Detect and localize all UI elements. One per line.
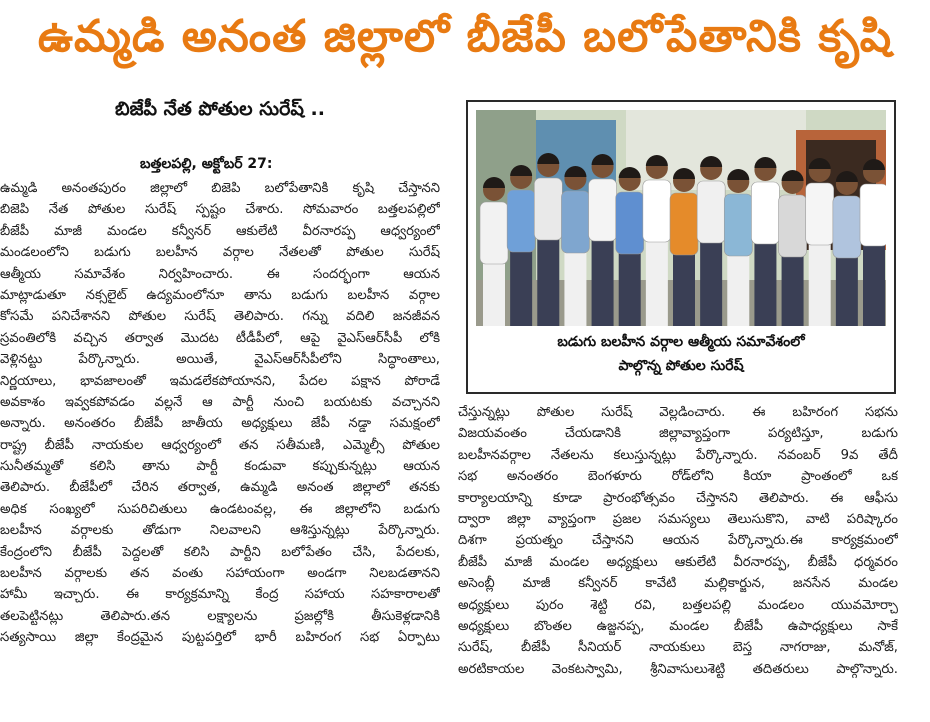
body-line: అధిక సంఖ్యలో సుపరిచితులు ఉండటంవల్ల, ఈ జిల్లాలోని బడుగు: [0, 501, 440, 517]
body-line: ఉమ్మడి అనంతపురం జిల్లాలో బిజెపి బలోపేతానికి కృషి చేస్తానని: [0, 181, 440, 196]
body-line: అన్నారు. అనంతరం బీజేపీ జాతీయ అధ్యక్షులు జేపీ నడ్డా సమక్షంలో: [0, 416, 440, 432]
body-line: సభ అనంతరం బెంగళూరు రోడ్‌లోని కియా ప్రాంతంలో ఒక: [458, 469, 898, 485]
article-left-column: [0, 178, 440, 718]
body-line: మండలంలోని బడుగు బలహీన వర్గాల నేతలతో పోతుల సురేష్: [0, 245, 440, 261]
headline: ఉమ్మడి అనంత జిల్లాలో బీజేపీ బలోపేతానికి కృషి: [37, 11, 893, 62]
body-line: సురేష్, బీజేపీ సీనియర్ నాయకులు బెస్త నాగరాజు, మనోజ్,: [458, 640, 898, 656]
caption-line: పాల్గొన్న పోతుల సురేష్: [618, 358, 744, 374]
body-line: బీజేపీ మాజీ మండల అధ్యక్షులు ఆకులేటి వీరనారప్ప, బీజేపీ ధర్మవరం: [458, 554, 898, 570]
body-line: రాష్ట్ర బీజేపీ నాయకుల ఆధ్వర్యంలో తన సతీమణి, ఎమ్మెల్సీ పోతుల: [0, 437, 440, 453]
body-line: దిశగా ప్రయత్నం చేస్తానని ఆయన పేర్కొన్నారు.ఈ కార్యక్రమంలో: [458, 533, 898, 549]
body-line: బిజెపి నేత పోతుల సురేష్ స్పష్టం చేశారు. సోమవారం బత్తలపల్లిలో: [0, 202, 440, 218]
subheadline: బిజేపీ నేత పోతుల సురేష్ ..: [115, 98, 325, 120]
photo-frame: [466, 100, 896, 394]
person-figure: [697, 156, 725, 326]
body-line: మాట్లాడుతూ నక్సలైట్ ఉద్యమంలోనూ తాను బడుగు బలహీన వర్గాల: [0, 287, 440, 303]
body-line: హామీ ఇచ్చారు. ఈ కార్యక్రమాన్ని కేంద్ర సహాయ సహకారాలతో: [0, 587, 440, 603]
group-photo-illustration: [476, 110, 886, 326]
body-line: అవకాశం ఇవ్వకపోవడం వల్లనే ఆ పార్టీ నుంచి బయటకు వచ్చానని: [0, 394, 440, 410]
body-line: బలహీన వర్గాలకు తోడుగా నిలవాలని ఆశిస్తున్నట్లు పేర్కొన్నారు.: [0, 523, 440, 539]
body-line: వెళ్లినట్టు పేర్కొన్నారు. అయితే, వైఎస్ఆర్‌సీపీలోని సిద్ధాంతాలు,: [0, 352, 440, 368]
dateline: బత్తలపల్లి, అక్టోబర్ 27:: [140, 156, 273, 172]
body-line: కోసమే పనిచేశానని పోతుల సురేష్ తెలిపారు. గన్ను వదిలి జనజీవన: [0, 309, 440, 325]
body-line: తలపెట్టినట్లు తెలిపారు.తన లక్ష్యాలను ప్రజల్లోకి తీసుకెళ్లడానికి: [0, 608, 440, 624]
body-line: అసెంబ్లీ మాజీ కన్వీనర్ కావేటి మల్లికార్జున, జనసేన మండల: [458, 576, 898, 592]
person-figure: [806, 158, 834, 326]
body-line: సునీతమ్మతో కలిసి తాను పార్టీ కండువా కప్పుకున్నట్లు ఆయన: [0, 459, 440, 475]
body-line: అధ్యక్షులు పురం శెట్టి రవి, బత్తలపల్లి మండలం యువమోర్చా: [458, 597, 898, 613]
body-line: సత్యసాయి జిల్లా కేంద్రమైన పుట్టపర్తిలో భారీ బహిరంగ సభ ఏర్పాటు: [0, 630, 440, 646]
caption-line: బడుగు బలహీన వర్గాల ఆత్మీయ సమావేశంలో: [557, 334, 805, 350]
body-line: కార్యాలయాన్ని కూడా ప్రారంభోత్సవం చేస్తానని తెలిపారు. ఈ ఆఫీసు: [458, 490, 898, 506]
body-line: చేస్తున్నట్లు పోతుల సురేష్ వెల్లడించారు. ఈ బహిరంగ సభను: [458, 405, 898, 420]
body-line: విజయవంతం చేయడానికి జిల్లావ్యాప్తంగా పర్యటిస్తూ, బడుగు: [458, 426, 898, 442]
body-line: బలహీన వర్గాలకు తన వంతు సహాయంగా అండగా నిలబడతానని: [0, 566, 440, 582]
news-photo: [476, 110, 886, 326]
person-figure: [534, 153, 562, 326]
body-line: అధ్యక్షులు బొంతల ఉజ్జనప్ప, మండల బీజేపీ ఉపాధ్యక్షులు సాకే: [458, 618, 898, 634]
body-line: బలహీనవర్గాల నేతలను కలుస్తున్నట్లు పేర్కొన్నారు. నవంబర్ 9వ తేదీ: [458, 447, 898, 463]
body-line: బీజేపీ మాజీ మండల కన్వీనర్ ఆకులేటి వీరనారప్ప ఆధ్వర్యంలో: [0, 223, 440, 239]
person-figure: [643, 155, 671, 326]
photo-caption: [476, 330, 886, 378]
body-line: ఆత్మీయ సమావేశం నిర్వహించారు. ఈ సందర్భంగా ఆయన: [0, 266, 440, 282]
body-line: కేంద్రంలోని బీజేపీ పెద్దలతో కలిసి పార్టీని బలోపేతం చేసి, పేదలకు,: [0, 544, 440, 560]
article-right-column: [458, 402, 898, 720]
body-line: నిర్ణయాలు, భావజాలంతో ఇమడలేకపోయానని, పేదల పక్షాన పోరాడే: [0, 373, 440, 389]
person-figure: [751, 157, 779, 326]
person-figure: [589, 154, 617, 326]
body-line: అరటికాయల వెంకటస్వామి, శ్రీనివాసులుశెట్టి తదితరులు పాల్గొన్నారు.: [458, 661, 898, 677]
body-line: స్రవంతిలోకి వచ్చిన తర్వాత మొదట టీడీపీలో, ఆపై వైఎస్ఆర్‌సీపీ లోకి: [0, 330, 440, 346]
body-line: ద్వారా జిల్లా వ్యాప్తంగా ప్రజల సమస్యలు తెలుసుకొని, వాటి పరిష్కారం: [458, 511, 898, 527]
person-figure: [860, 159, 886, 326]
body-line: తెలిపారు. బీజేపీలో చేరిన తర్వాత, ఉమ్మడి అనంత జిల్లాలో తనకు: [0, 480, 440, 496]
